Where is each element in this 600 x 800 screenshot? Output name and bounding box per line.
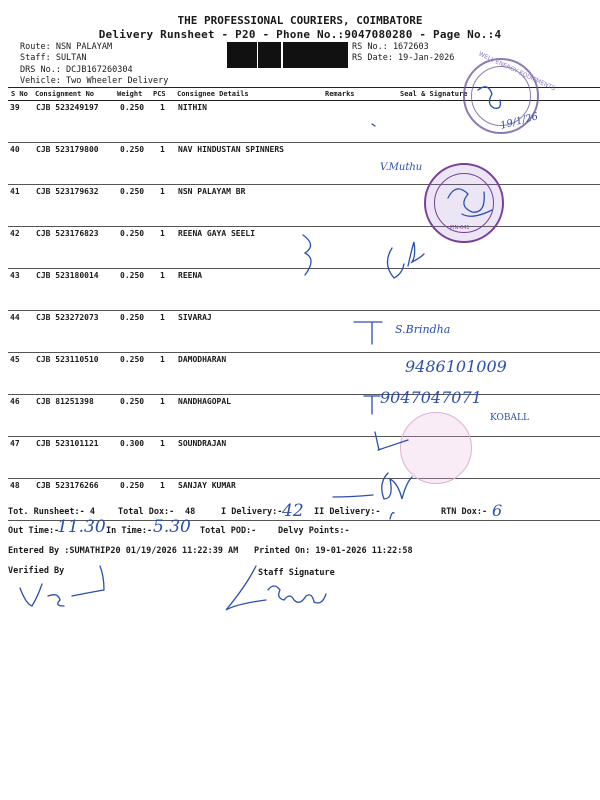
cell-pcs: 1 [150, 395, 174, 437]
verified-by-signature [20, 566, 104, 606]
cell-sno: 40 [8, 143, 32, 185]
cell-weight: 0.300 [114, 437, 150, 479]
cell-consignment: CJB 523176266 [32, 479, 114, 521]
delvy-points-label: Delvy Points:- [278, 526, 350, 536]
cell-sno: 44 [8, 311, 32, 353]
drs-label: DRS No.: DCJB167260304 [20, 65, 133, 75]
row47-mark [375, 432, 408, 450]
i-delivery-label: I Delivery:- [221, 507, 283, 517]
cell-consignment: CJB 523179632 [32, 185, 114, 227]
vehicle-label: Vehicle: Two Wheeler Delivery [20, 76, 169, 86]
col-header-seal: Seal & Signature [372, 88, 600, 101]
cell-consignment: CJB 523110510 [32, 353, 114, 395]
rs-date: RS Date: 19-Jan-2026 [352, 53, 455, 63]
verified-by-label: Verified By [8, 566, 65, 576]
cell-sno: 46 [8, 395, 32, 437]
cell-consignment: CJB 81251398 [32, 395, 114, 437]
total-pod-ii-delivery-stroke [390, 513, 394, 519]
handwritten-row47-note: KOBALL [490, 413, 529, 423]
cell-consignee: SANJAY KUMAR [174, 479, 322, 521]
row41-signature [448, 189, 492, 216]
cell-consignee: NANDHAGOPAL [174, 395, 322, 437]
cell-pcs: 1 [150, 437, 174, 479]
col-header-consignment: Consignment No [32, 88, 114, 101]
entered-by: Entered By :SUMATHIP20 01/19/2026 11:22:39 AM [8, 546, 239, 556]
col-header-weight: Weight [114, 88, 150, 101]
cell-consignment: CJB 523101121 [32, 437, 114, 479]
cell-consignee: NITHIN [174, 101, 322, 143]
cell-consignment: CJB 523179800 [32, 143, 114, 185]
stamp1-text: WELL ENERGY EQUIPMENTS [477, 50, 557, 93]
cell-consignee: REENA [174, 269, 322, 311]
cell-pcs: 1 [150, 227, 174, 269]
cell-sno: 39 [8, 101, 32, 143]
cell-sno: 48 [8, 479, 32, 521]
col-header-remarks: Remarks [322, 88, 372, 101]
handwritten-in-time: 5.30 [153, 517, 191, 537]
cell-pcs: 1 [150, 269, 174, 311]
printed-on: Printed On: 19-01-2026 11:22:58 [254, 546, 413, 556]
row43-signature [387, 242, 424, 278]
handwritten-row39-date: 19/1/26 [499, 111, 540, 132]
handwritten-row45-name: S.Brindha [395, 323, 451, 336]
tot-runsheet: Tot. Runsheet:- 4 [8, 507, 95, 517]
cell-consignment: CJB 523272073 [32, 311, 114, 353]
cell-pcs: 1 [150, 143, 174, 185]
cell-consignee: REENA GAYA SEELI [174, 227, 322, 269]
cell-sno: 45 [8, 353, 32, 395]
col-header-sno: S No [8, 88, 32, 101]
cell-sno: 41 [8, 185, 32, 227]
cell-consignment: CJB 523176823 [32, 227, 114, 269]
total-pod-label: Total POD:- [200, 526, 257, 536]
row45-mark [354, 322, 382, 344]
out-time-label: Out Time:- [8, 526, 60, 536]
route-label: Route: NSN PALAYAM [20, 42, 113, 52]
handwritten-out-time: 11.30 [57, 517, 106, 537]
staff-label: Staff: SULTAN [20, 53, 87, 63]
cell-weight: 0.250 [114, 101, 150, 143]
col-header-pcs: PCS [150, 88, 174, 101]
cell-consignment: CJB 523249197 [32, 101, 114, 143]
cell-weight: 0.250 [114, 311, 150, 353]
handwritten-row40-note: V.Muthu [380, 162, 423, 173]
staff-signature-mark [226, 566, 326, 610]
staff-signature-label: Staff Signature [258, 568, 335, 578]
cell-consignee: NAV HINDUSTAN SPINNERS [174, 143, 322, 185]
cell-weight: 0.250 [114, 395, 150, 437]
handwritten-i-delivery: 42 [282, 501, 304, 521]
cell-weight: 0.250 [114, 227, 150, 269]
in-time-label: In Time:- [106, 526, 153, 536]
cell-weight: 0.250 [114, 185, 150, 227]
total-dox-label: Total Dox:- [118, 507, 175, 517]
row42-signature [303, 235, 311, 275]
cell-consignee: SOUNDRAJAN [174, 437, 322, 479]
cell-consignee: SIVARAJ [174, 311, 322, 353]
cell-weight: 0.250 [114, 353, 150, 395]
row39-tick [372, 124, 375, 126]
cell-consignment: CJB 523180014 [32, 269, 114, 311]
cell-sno: 47 [8, 437, 32, 479]
handwritten-row45-phone: 9486101009 [405, 357, 507, 376]
ii-delivery-label: II Delivery:- [314, 507, 381, 517]
row46-mark [364, 396, 380, 414]
company-title: THE PROFESSIONAL COURIERS, COIMBATORE [177, 14, 423, 27]
stamp2-text: PIN-641 [450, 225, 470, 231]
runsheet-title: Delivery Runsheet - P20 - Phone No.:9047080280 - Page No.:4 [98, 28, 502, 41]
cell-pcs: 1 [150, 353, 174, 395]
handwritten-rtn-dox: 6 [492, 501, 503, 520]
rs-number: RS No.: 1672603 [352, 42, 429, 52]
row39-signature [478, 87, 500, 109]
handwritten-row46-phone: 9047047071 [380, 388, 482, 407]
cell-pcs: 1 [150, 311, 174, 353]
row48-signature [333, 473, 412, 499]
cell-consignee: DAMODHARAN [174, 353, 322, 395]
cell-weight: 0.250 [114, 143, 150, 185]
cell-sno: 43 [8, 269, 32, 311]
col-header-consignee: Consignee Details [174, 88, 322, 101]
cell-pcs: 1 [150, 101, 174, 143]
cell-weight: 0.250 [114, 269, 150, 311]
cell-sno: 42 [8, 227, 32, 269]
cell-consignee: NSN PALAYAM BR [174, 185, 322, 227]
rtn-dox-label: RTN Dox:- [441, 507, 488, 517]
total-dox-value: 48 [185, 507, 196, 517]
cell-pcs: 1 [150, 185, 174, 227]
cell-weight: 0.250 [114, 479, 150, 521]
cell-pcs: 1 [150, 479, 174, 521]
